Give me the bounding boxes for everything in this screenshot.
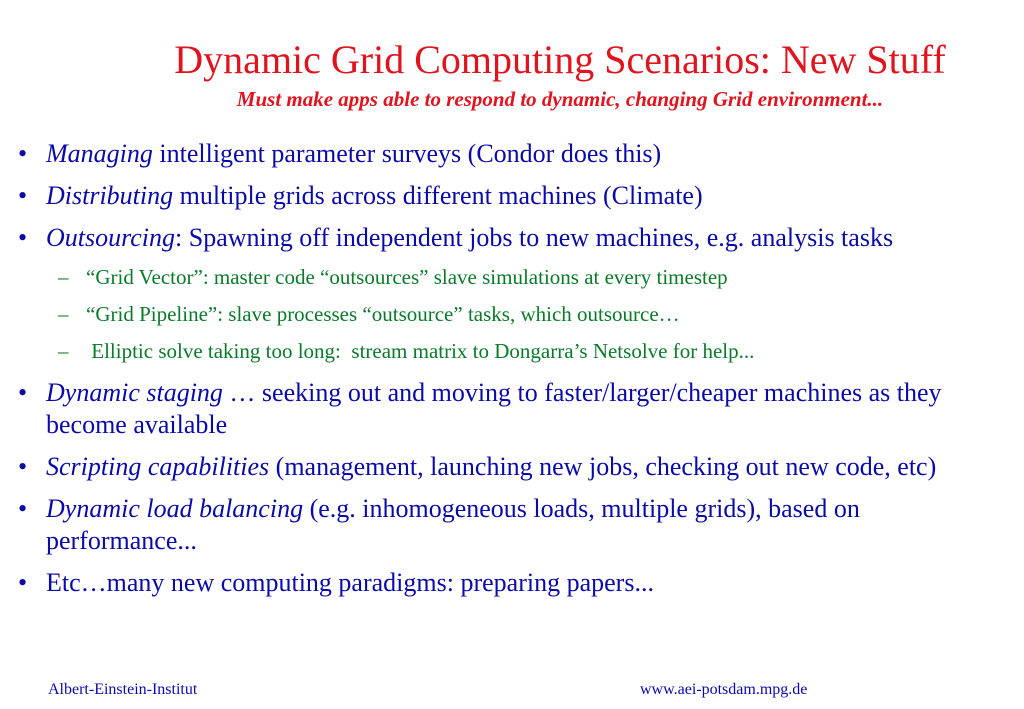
bullet-text: … seeking out and moving to faster/larger/cheaper machines as they become available (46, 378, 942, 439)
bullet-keyword: Distributing (46, 181, 174, 210)
bullet-icon: • (18, 452, 28, 481)
bullet-icon: • (18, 223, 28, 252)
bullet-item (0, 377, 1006, 441)
sub-bullet-item (0, 338, 986, 364)
bullet-text: : Spawning off independent jobs to new machines, e.g. analysis tasks (175, 223, 894, 252)
footer-institute: Albert-Einstein-Institut (48, 681, 198, 698)
bullet-text: intelligent parameter surveys (Condor does this) (152, 139, 662, 168)
bullet-item (0, 138, 1006, 170)
bullet-item (0, 493, 1006, 557)
bullet-icon: • (18, 568, 28, 597)
dash-icon: – (58, 339, 69, 363)
bullet-item (0, 222, 1006, 254)
dash-icon: – (58, 302, 69, 326)
bullet-text: (e.g. inhomogeneous loads, multiple grids), based on performance... (46, 494, 860, 555)
bullet-text: (management, launching new jobs, checking out new code, etc) (269, 452, 937, 481)
sub-bullet-item (0, 264, 986, 290)
sub-bullet-text: Elliptic solve taking too long: stream matrix to Dongarra’s Netsolve for help... (86, 339, 755, 363)
bullet-text: multiple grids across different machines (Climate) (173, 181, 703, 210)
sub-bullet-text: “Grid Pipeline”: slave processes “outsource” tasks, which outsource… (86, 302, 680, 326)
bullet-item (0, 451, 1006, 483)
bullet-item (0, 180, 1006, 212)
bullet-keyword: Managing (46, 139, 153, 168)
bullet-keyword: Dynamic load balancing (46, 494, 304, 523)
bullet-icon: • (18, 139, 28, 168)
bullet-item (0, 567, 1006, 599)
sub-bullet-text: “Grid Vector”: master code “outsources” slave simulations at every timestep (86, 265, 728, 289)
bullet-keyword: Outsourcing (46, 223, 176, 252)
dash-icon: – (58, 265, 69, 289)
bullet-icon: • (18, 494, 28, 523)
bullet-text: Etc…many new computing paradigms: preparing papers... (46, 568, 654, 597)
footer-url: www.aei-potsdam.mpg.de (640, 681, 808, 698)
bullet-keyword: Dynamic staging (46, 378, 223, 407)
bullet-icon: • (18, 378, 28, 407)
slide-subtitle: Must make apps able to respond to dynamic, changing Grid environment... (236, 87, 884, 111)
bullet-icon: • (18, 181, 28, 210)
bullet-keyword: Scripting capabilities (46, 452, 270, 481)
slide-title: Dynamic Grid Computing Scenarios: New Stuff (174, 37, 946, 82)
bullet-list (0, 138, 1024, 609)
sub-bullet-item (0, 301, 986, 327)
